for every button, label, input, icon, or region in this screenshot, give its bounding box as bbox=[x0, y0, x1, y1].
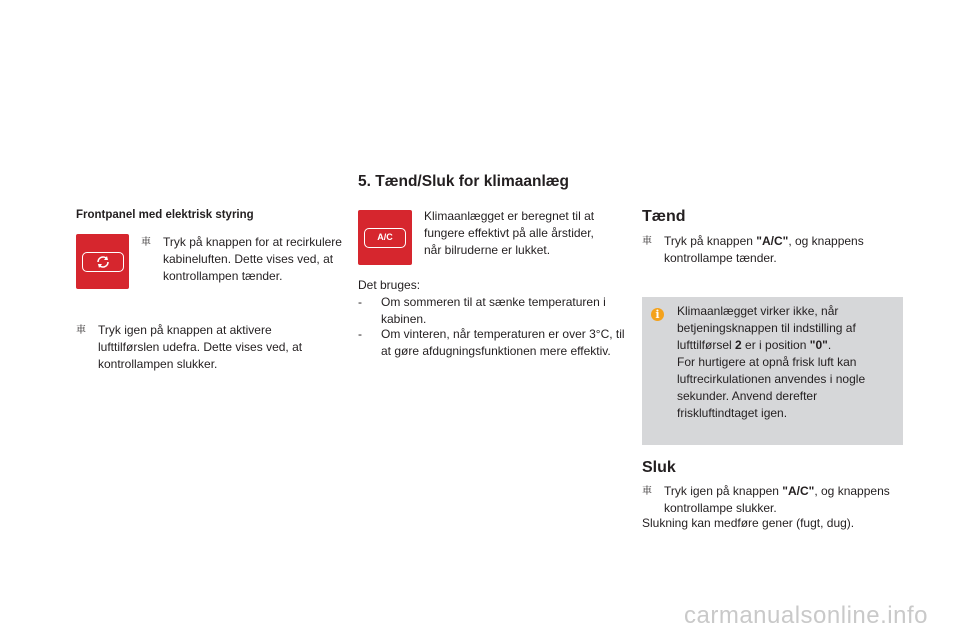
ac-code: "A/C" bbox=[756, 234, 789, 248]
recirculation-button-image bbox=[76, 234, 129, 289]
left-subtitle: Frontpanel med elektrisk styring bbox=[76, 209, 254, 221]
bullet-arrow-icon: ⾞ bbox=[76, 325, 86, 336]
taend-bullet-text: Tryk på knappen "A/C", og knappens kontrollampe tænder. bbox=[664, 234, 864, 265]
ac-button-label: A/C bbox=[364, 228, 406, 248]
left-bullet-2 bbox=[76, 322, 316, 373]
middle-intro: Klimaanlægget er beregnet til at fungere effektivt på alle årstider, når bilruderne er lukket. bbox=[424, 209, 595, 257]
taend-title: Tænd bbox=[642, 208, 686, 225]
bullet-arrow-icon: ⾞ bbox=[642, 486, 652, 497]
uses-item-2: - Om vinteren, når temperaturen er over 3°C, til at gøre afdugningsfunktionen mere effektiv. bbox=[358, 326, 628, 360]
info-icon: i bbox=[651, 308, 664, 321]
uses-item-1-text: Om sommeren til at sænke temperaturen i kabinen. bbox=[381, 295, 606, 326]
recirculation-icon bbox=[82, 252, 124, 272]
sluk-bullet-text: Tryk igen på knappen "A/C", og knappens kontrollampe slukker. bbox=[664, 484, 890, 515]
left-bullet-1-text: Tryk på knappen for at recirkulere kabineluften. Dette vises ved, at kontrollampen tænder. bbox=[163, 235, 342, 283]
left-bullet-1 bbox=[141, 234, 346, 285]
watermark: carmanualsonline.info bbox=[684, 602, 928, 629]
taend-bullet bbox=[642, 233, 892, 267]
uses-label: Det bruges: bbox=[358, 278, 421, 292]
uses-item-1: - Om sommeren til at sænke temperaturen i kabinen. bbox=[358, 294, 628, 328]
sluk-bullet bbox=[642, 483, 904, 517]
bullet-arrow-icon: ⾞ bbox=[141, 237, 151, 248]
sluk-note: Slukning kan medføre gener (fugt, dug). bbox=[642, 516, 855, 530]
uses-item-2-text: Om vinteren, når temperaturen er over 3°C, til at gøre afdugningsfunktionen mere effektiv. bbox=[381, 327, 625, 358]
section-title: 5. Tænd/Sluk for klimaanlæg bbox=[358, 173, 570, 190]
info-box bbox=[642, 297, 903, 445]
bullet-arrow-icon: ⾞ bbox=[642, 236, 652, 247]
sluk-title: Sluk bbox=[642, 459, 676, 476]
ac-code: "A/C" bbox=[782, 484, 815, 498]
ac-button-image bbox=[358, 210, 412, 265]
info-text: Klimaanlægget virker ikke, når betjeningsknappen til indstilling af lufttilførsel 2 er i position "0". For hurtigere at opnå frisk luft kan luftrecirkulationen anvendes i nogle sekunder. Anvend derefter friskluftindtaget igen. bbox=[677, 304, 866, 420]
left-bullet-2-text: Tryk igen på knappen at aktivere lufttilførslen udefra. Dette vises ved, at kontrollampen slukker. bbox=[98, 323, 303, 371]
